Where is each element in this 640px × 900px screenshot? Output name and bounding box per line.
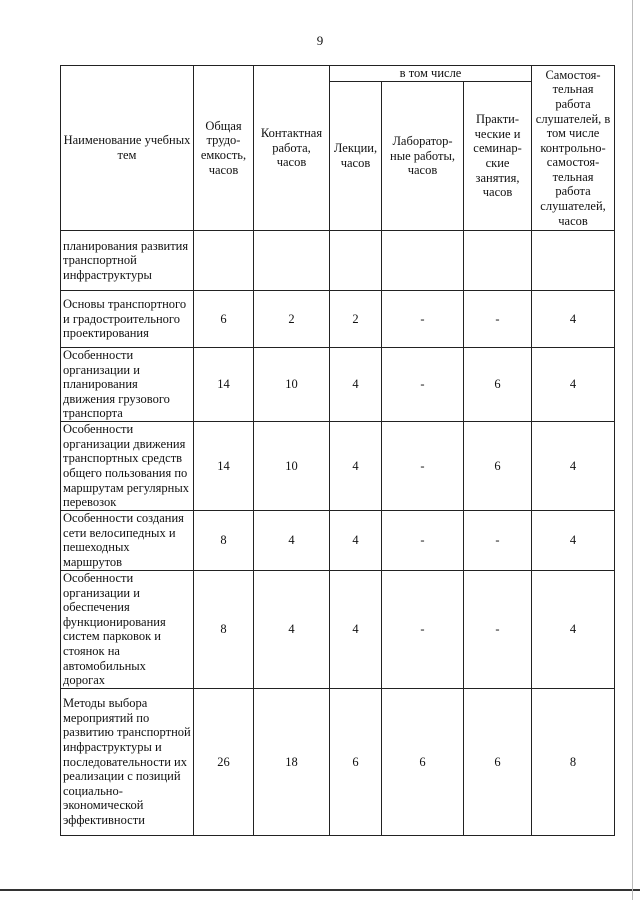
cell-labs: -: [382, 348, 464, 422]
cell-practice: 6: [464, 421, 532, 510]
cell-contact: 4: [254, 510, 330, 570]
cell-name: планирования развития транспортной инфраструктуры: [61, 231, 194, 291]
page-number: 9: [316, 33, 324, 48]
cell-self-study: 8: [532, 688, 615, 835]
header-name: Наименование учебных тем: [61, 66, 194, 231]
cell-lectures: 4: [330, 348, 382, 422]
cell-contact: 18: [254, 688, 330, 835]
cell-lectures: 4: [330, 570, 382, 688]
cell-self-study: 4: [532, 291, 615, 348]
cell-labs: -: [382, 421, 464, 510]
cell-lectures: 4: [330, 510, 382, 570]
cell-self-study: 4: [532, 570, 615, 688]
header-self-study: Самостоя- тельная работа слушателей, в том числе контрольно- самостоя- тельная работа слушателей, часов: [532, 66, 615, 231]
cell-contact: 4: [254, 570, 330, 688]
cell-total: 6: [194, 291, 254, 348]
table-row: [61, 510, 615, 570]
scan-edge-line: [0, 889, 640, 891]
cell-practice: -: [464, 291, 532, 348]
header-contact: Контактная работа, часов: [254, 66, 330, 231]
header-lectures: Лекции, часов: [330, 82, 382, 231]
cell-total: 14: [194, 348, 254, 422]
table-row: [61, 421, 615, 510]
cell-practice: [464, 231, 532, 291]
cell-self-study: 4: [532, 510, 615, 570]
table-row: [61, 231, 615, 291]
header-practice: Практи- ческие и семинар- ские занятия, часов: [464, 82, 532, 231]
header-total: Общая трудо- емкость, часов: [194, 66, 254, 231]
cell-practice: 6: [464, 688, 532, 835]
cell-lectures: 2: [330, 291, 382, 348]
scan-edge-line-right: [632, 0, 633, 900]
cell-contact: 10: [254, 348, 330, 422]
cell-contact: [254, 231, 330, 291]
cell-name: Особенности организации и планирования движения грузового транспорта: [61, 348, 194, 422]
cell-practice: -: [464, 510, 532, 570]
cell-lectures: 6: [330, 688, 382, 835]
curriculum-table: [60, 65, 615, 836]
cell-name: Методы выбора мероприятий по развитию транспортной инфраструктуры и последовательности их реализации с позиций социально- экономической эффективности: [61, 688, 194, 835]
cell-self-study: [532, 231, 615, 291]
cell-labs: -: [382, 570, 464, 688]
table-row: [61, 291, 615, 348]
header-labs: Лаборатор- ные работы, часов: [382, 82, 464, 231]
cell-labs: 6: [382, 688, 464, 835]
table-row: [61, 570, 615, 688]
cell-name: Особенности организации движения транспортных средств общего пользования по маршрутам регулярных перевозок: [61, 421, 194, 510]
cell-total: [194, 231, 254, 291]
cell-contact: 2: [254, 291, 330, 348]
header-including: в том числе: [330, 66, 532, 82]
cell-total: 8: [194, 510, 254, 570]
cell-self-study: 4: [532, 421, 615, 510]
table-body: [61, 231, 615, 836]
cell-total: 8: [194, 570, 254, 688]
cell-lectures: [330, 231, 382, 291]
cell-lectures: 4: [330, 421, 382, 510]
cell-name: Особенности создания сети велосипедных и пешеходных маршрутов: [61, 510, 194, 570]
cell-total: 26: [194, 688, 254, 835]
table-row: [61, 348, 615, 422]
cell-labs: [382, 231, 464, 291]
cell-labs: -: [382, 291, 464, 348]
cell-total: 14: [194, 421, 254, 510]
cell-practice: -: [464, 570, 532, 688]
cell-name: Основы транспортного и градостроительного проектирования: [61, 291, 194, 348]
cell-name: Особенности организации и обеспечения функционирования систем парковок и стоянок на автомобильных дорогах: [61, 570, 194, 688]
cell-self-study: 4: [532, 348, 615, 422]
cell-labs: -: [382, 510, 464, 570]
table-row: [61, 688, 615, 835]
cell-practice: 6: [464, 348, 532, 422]
cell-contact: 10: [254, 421, 330, 510]
